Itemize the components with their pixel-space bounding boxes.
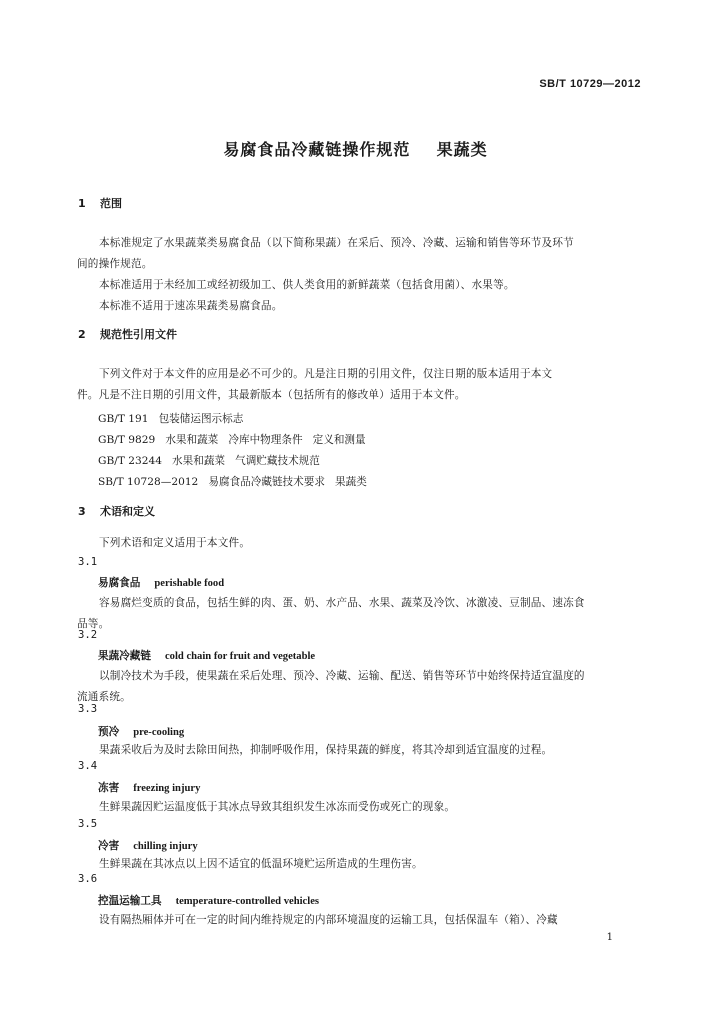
- scope-paragraph-1: 本标准规定了水果蔬菜类易腐食品（以下简称果蔬）在采后、预冷、冷藏、运输和销售等环节及环节 间的操作规范。: [77, 237, 574, 270]
- term-definition: 容易腐烂变质的食品，包括生鲜的肉、蛋、奶、水产品、水果、蔬菜及冷饮、冰激凌、豆制品、速冻食 品等。: [77, 597, 585, 630]
- standard-code: SB/T 10729—2012: [539, 78, 641, 90]
- clause-number: 3.5: [78, 818, 98, 830]
- term-heading: 预冷 pre-cooling: [98, 726, 185, 738]
- term-heading: 易腐食品 perishable food: [98, 577, 225, 589]
- section-heading-3: [78, 503, 155, 519]
- section-title: 范围: [100, 197, 122, 210]
- clause-number: 3.3: [78, 703, 98, 715]
- section-title: 术语和定义: [100, 505, 155, 518]
- section-number: 2: [78, 328, 86, 341]
- section-number: 3: [78, 505, 86, 518]
- term-definition: 设有隔热厢体并可在一定的时间内维持规定的内部环境温度的运输工具，包括保温车（箱）、冷藏: [99, 914, 558, 926]
- clause-number: 3.2: [78, 629, 98, 641]
- term-heading: 冷害 chilling injury: [98, 840, 198, 852]
- reference-item: SB/T 10728—2012 易腐食品冷藏链技术要求 果蔬类: [98, 476, 367, 488]
- reference-item: GB/T 191 包装储运图示标志: [98, 413, 244, 425]
- scope-paragraph-2: 本标准适用于未经加工或经初级加工、供人类食用的新鲜蔬菜（包括食用菌）、水果等。: [99, 279, 515, 291]
- section-heading-2: [78, 326, 177, 342]
- section-title: 规范性引用文件: [100, 328, 177, 341]
- clause-number: 3.1: [78, 556, 98, 568]
- terms-intro: 下列术语和定义适用于本文件。: [99, 537, 251, 549]
- section-number: 1: [78, 197, 86, 210]
- section-heading-1: [78, 195, 122, 211]
- reference-item: GB/T 23244 水果和蔬菜 气调贮藏技术规范: [98, 455, 320, 467]
- term-definition: 以制冷技术为手段，使果蔬在采后处理、预冷、冷藏、运输、配送、销售等环节中始终保持适宜温度的 流通系统。: [77, 670, 585, 703]
- references-intro: 下列文件对于本文件的应用是必不可少的。凡是注日期的引用文件，仅注日期的版本适用于本文 件。凡是不注日期的引用文件，其最新版本（包括所有的修改单）适用于本文件。: [77, 368, 553, 401]
- term-heading: 果蔬冷藏链 cold chain for fruit and vegetable: [98, 650, 316, 662]
- scope-paragraph-3: 本标准不适用于速冻果蔬类易腐食品。: [99, 300, 283, 312]
- term-definition: 生鲜果蔬在其冰点以上因不适宜的低温环境贮运所造成的生理伤害。: [99, 858, 423, 870]
- document-title: 易腐食品冷藏链操作规范 果蔬类: [223, 140, 488, 159]
- reference-item: GB/T 9829 水果和蔬菜 冷库中物理条件 定义和测量: [98, 434, 366, 446]
- term-heading: 冻害 freezing injury: [98, 782, 201, 794]
- clause-number: 3.4: [78, 760, 98, 772]
- term-definition: 生鲜果蔬因贮运温度低于其冰点导致其组织发生冰冻而受伤或死亡的现象。: [99, 801, 456, 813]
- page-number: 1: [606, 932, 613, 943]
- term-heading: 控温运输工具 temperature-controlled vehicles: [98, 895, 320, 907]
- term-definition: 果蔬采收后为及时去除田间热，抑制呼吸作用，保持果蔬的鲜度，将其冷却到适宜温度的过程。: [99, 744, 553, 756]
- clause-number: 3.6: [78, 873, 98, 885]
